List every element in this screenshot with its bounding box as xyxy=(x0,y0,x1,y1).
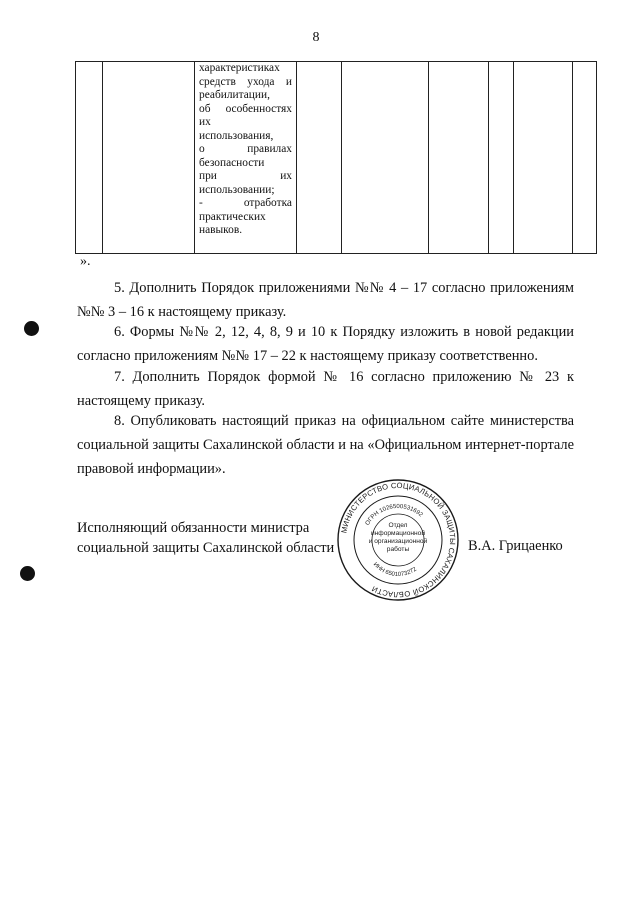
cell-line: о правилах xyxy=(199,143,292,155)
punch-hole xyxy=(24,321,39,336)
stamp-center-line3: и организационной xyxy=(368,538,428,545)
document-table xyxy=(75,61,597,254)
cell-text xyxy=(195,62,296,238)
table-cell xyxy=(429,62,489,254)
table-cell-description xyxy=(195,62,297,254)
closing-quote: ». xyxy=(80,254,91,269)
table-cell xyxy=(297,62,342,254)
stamp-inn: ИНН 6501073272 xyxy=(371,561,418,579)
cell-line: - отработка xyxy=(199,197,292,209)
signer-name: В.А. Грицаенко xyxy=(468,538,563,554)
cell-line: навыков. xyxy=(199,224,243,236)
table-cell xyxy=(573,62,597,254)
stamp-ring-text: МИНИСТЕРСТВО СОЦИАЛЬНОЙ ЗАЩИТЫ САХАЛИНСКОЙ ОБЛАСТИ xyxy=(339,480,458,600)
cell-line: использования, xyxy=(199,129,274,142)
paragraph-6: 6. Формы №№ 2, 12, 4, 8, 9 и 10 к Порядку изложить в новой редакции согласно приложениям №№ 17 – 22 к настоящему приказу соответственно. xyxy=(77,324,574,364)
cell-line: практических xyxy=(199,210,266,223)
cell-line: их xyxy=(199,116,211,128)
cell-line: безопасности xyxy=(199,156,265,169)
signer-title-line2: социальной защиты Сахалинской области xyxy=(77,540,335,556)
signer-title-line1: Исполняющий обязанности министра xyxy=(77,520,310,536)
stamp-center-line1: Отдел xyxy=(388,522,408,529)
table-cell xyxy=(489,62,514,254)
table-cell xyxy=(103,62,195,254)
signer-title xyxy=(77,518,334,558)
table-cell xyxy=(342,62,429,254)
cell-line: использовании; xyxy=(199,183,275,196)
cell-line: характеристиках xyxy=(199,62,280,74)
stamp-center-line2: информационной xyxy=(370,530,426,537)
table-cell xyxy=(76,62,103,254)
official-stamp xyxy=(336,478,460,602)
paragraph-7: 7. Дополнить Порядок формой № 16 согласно приложению № 23 к настоящему приказу. xyxy=(77,369,574,409)
cell-line: средств ухода и xyxy=(199,75,292,88)
paragraph-5: 5. Дополнить Порядок приложениями №№ 4 – 17 согласно приложениям №№ 3 – 16 к настоящему приказу. xyxy=(77,280,574,320)
cell-line: реабилитации, xyxy=(199,89,270,101)
table-cell xyxy=(514,62,573,254)
cell-line: при их xyxy=(199,170,292,182)
cell-line: об особенностях xyxy=(199,102,292,115)
paragraph-8: 8. Опубликовать настоящий приказ на официальном сайте министерства социальной защиты Сахалинской области и на «Официальном интернет-портале правовой информации». xyxy=(77,413,574,477)
stamp-center-line4: работы xyxy=(386,546,410,553)
page-number: 8 xyxy=(312,30,320,45)
stamp-ogrn: ОГРН 1026500531692 xyxy=(364,503,424,527)
svg-text:ИНН 6501073272 xyxy=(372,562,419,578)
punch-hole xyxy=(20,566,35,581)
